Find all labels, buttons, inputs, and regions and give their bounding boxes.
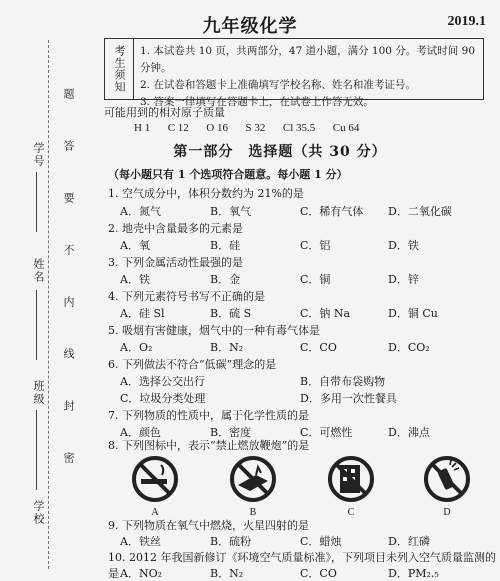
option-d[interactable]: D．多用一次性餐具 [300,392,397,405]
option-b[interactable]: B．N₂ [210,341,244,354]
option-d[interactable]: D．CO₂ [388,341,430,354]
atomic-mass-item: H 1 [134,122,151,134]
option-a[interactable]: A．铁丝 [120,535,161,548]
option-b[interactable]: B．硫 S [210,307,252,320]
sign-label-c: C [347,507,355,518]
question-stem: 8. 下列图标中，表示“禁止燃放鞭炮”的是 [108,439,310,452]
option-c[interactable]: C．稀有气体 [300,205,364,218]
instructions-box [104,38,484,108]
instructions-body [134,39,483,108]
question-stem: 4. 下列元素符号书写不正确的是 [108,290,265,303]
atomic-mass-list [134,121,373,134]
seal-dashed-line [48,40,49,569]
option-d[interactable]: D．红磷 [388,535,430,548]
question-stem: 6. 下列做法不符合“低碳”理念的是 [108,358,277,371]
option-b[interactable]: B．密度 [210,426,252,439]
section-hint: （每小题只有 1 个选项符合题意。每小题 1 分） [108,168,348,181]
instruction-item: 1. 本试卷共 10 页，共两部分，47 道小题，满分 100 分。考试时间 90 分钟。 [140,45,476,74]
atomic-mass-heading: 可能用到的相对原子质量 [104,106,225,119]
option-b[interactable]: B．N₂ [210,567,244,580]
option-c[interactable]: C．钠 Na [300,307,351,320]
question-stem: 5. 吸烟有害健康，烟气中的一种有毒气体是 [108,324,320,337]
option-b[interactable]: B．自带布袋购物 [300,375,386,388]
no-firecracker-sign-icon[interactable] [414,455,480,505]
option-c[interactable]: C．CO [300,567,337,580]
option-c[interactable]: C．可燃性 [300,426,353,439]
option-a[interactable]: A．选择公交出行 [120,375,205,388]
option-d[interactable]: D．PM₂.₅ [388,567,439,580]
seal-char: 封 [62,400,75,413]
question-stem: 3. 下列金属活动性最强的是 [108,256,243,269]
atomic-mass-item: S 32 [245,122,266,134]
option-a[interactable]: A．铁 [120,273,150,286]
option-b[interactable]: B．硫粉 [210,535,252,548]
option-d[interactable]: D．沸点 [388,426,430,439]
option-c[interactable]: C．铝 [300,239,331,252]
sign-image-row [108,455,488,519]
option-c[interactable]: C．垃圾分类处理 [120,392,206,405]
option-c[interactable]: C．铜 [300,273,331,286]
no-smoking-sign-icon[interactable] [122,455,188,505]
option-a[interactable]: A．氧 [120,239,150,252]
seal-char: 密 [62,452,75,465]
option-a[interactable]: A．NO₂ [120,567,162,580]
sign-label-d: D [443,507,451,518]
sign-label-b: B [249,507,257,518]
student-number-field[interactable] [36,172,37,232]
option-b[interactable]: B．金 [210,273,241,286]
student-name-field[interactable] [36,290,37,360]
cut-off-header-line [110,0,470,6]
student-name-label: 姓名 [32,258,45,284]
no-fireworks-sign-icon[interactable] [220,455,286,505]
seal-char: 答 [62,140,75,153]
seal-char: 内 [62,296,75,309]
no-building-sign-icon[interactable] [318,455,384,505]
instruction-item: 2. 在试卷和答题卡上准确填写学校名称、姓名和准考证号。 [140,79,416,91]
option-a[interactable]: A．硅 Sl [120,307,165,320]
student-number-label: 学号 [32,142,45,168]
question-stem: 1. 空气成分中，体积分数约为 21%的是 [108,187,304,200]
school-label: 学校 [32,500,45,526]
atomic-mass-item: C 12 [167,122,189,134]
option-d[interactable]: D．二氧化碳 [388,205,452,218]
seal-char: 线 [62,348,75,361]
option-c[interactable]: C．蜡烛 [300,535,342,548]
option-a[interactable]: A．O₂ [120,341,153,354]
class-label: 班级 [32,380,45,406]
option-b[interactable]: B．硅 [210,239,241,252]
option-b[interactable]: B．氧气 [210,205,252,218]
seal-char: 不 [62,244,75,257]
option-a[interactable]: A．氮气 [120,205,161,218]
question-stem: 9. 下列物质在氧气中燃烧，火星四射的是 [108,519,309,532]
atomic-mass-item: Cl 35.5 [282,122,316,134]
seal-char: 要 [62,192,75,205]
page-title: 九年级化学 [202,16,298,37]
instruction-item: 3. 答案一律填写在答题卡上，在试卷上作答无效。 [140,96,374,108]
option-d[interactable]: D．锌 [388,273,419,286]
option-d[interactable]: D．铁 [388,239,419,252]
atomic-mass-item: O 16 [206,122,228,134]
question-stem: 2. 地壳中含量最多的元素是 [108,222,243,235]
option-d[interactable]: D．铜 Cu [388,307,438,320]
atomic-mass-item: Cu 64 [332,122,360,134]
section-title: 第一部分 选择题（共 30 分） [173,144,387,160]
question-stem: 10. 2012 年我国新修订《环境空气质量标准》，下列项目未列入空气质量监测的是 [108,551,496,580]
exam-date: 2019.1 [447,14,486,29]
option-c[interactable]: C．CO [300,341,337,354]
class-field[interactable] [36,410,37,490]
question-stem: 7. 下列物质的性质中，属于化学性质的是 [108,409,309,422]
option-a[interactable]: A．颜色 [120,426,161,439]
instructions-label-cell [105,39,134,99]
instructions-label: 考生须知 [113,45,126,93]
sign-label-a: A [151,507,159,518]
seal-char: 题 [62,88,75,101]
